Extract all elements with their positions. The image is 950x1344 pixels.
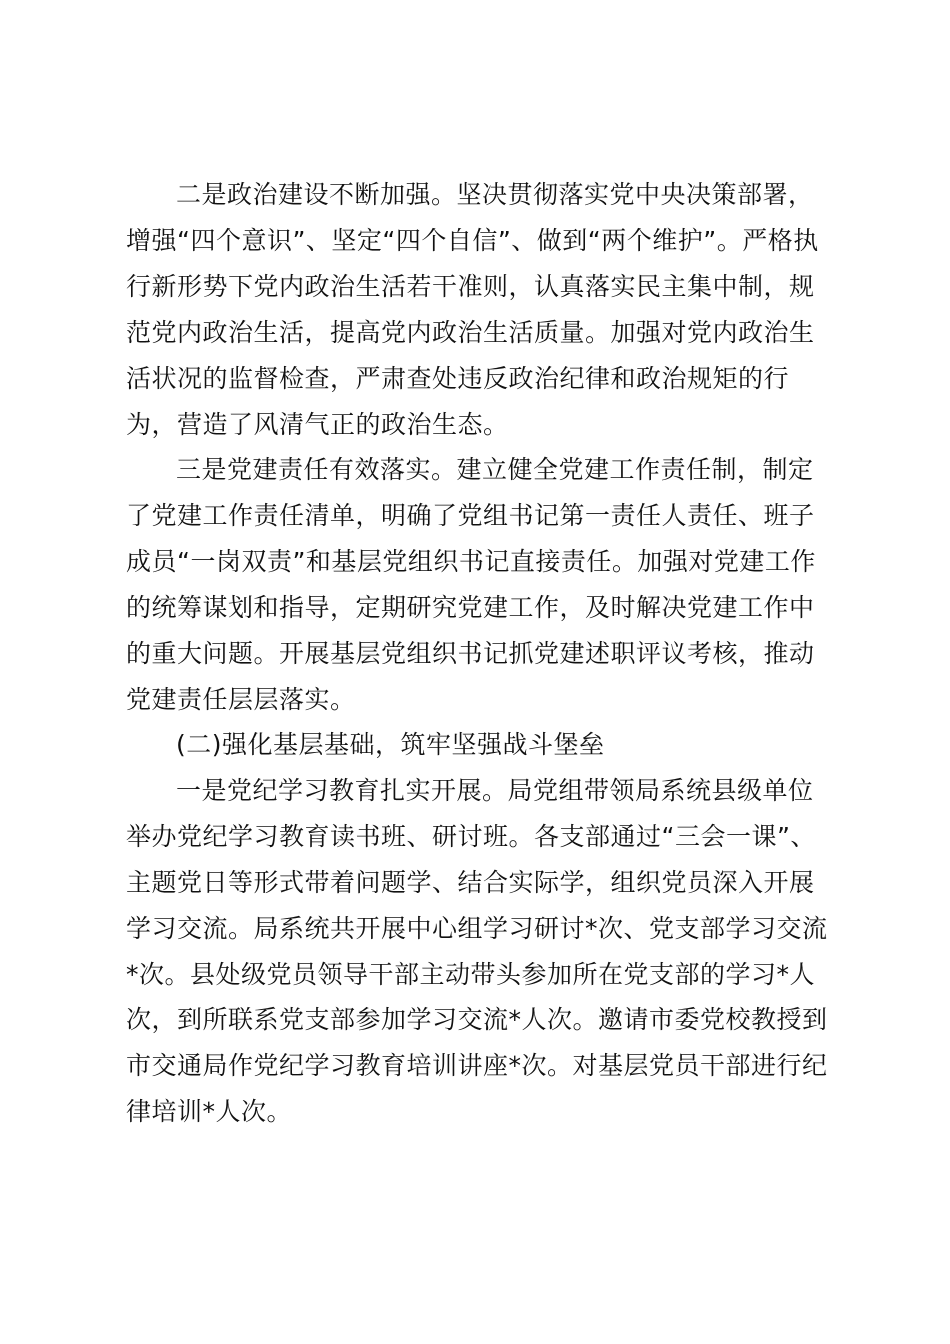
paragraph-political-construction-line-6: 为，营造了风清气正的政治生态。 (126, 410, 509, 439)
paragraph-discipline-education-line-1: 一是党纪学习教育扎实开展。局党组带领局系统县级单位 (176, 776, 814, 805)
paragraph-political-construction-line-5: 活状况的监督检查，严肃查处违反政治纪律和政治规矩的行 (126, 364, 790, 393)
paragraph-discipline-education-line-3: 主题党日等形式带着问题学、结合实际学，组织党员深入开展 (126, 868, 815, 897)
paragraph-political-construction-line-1: 二是政治建设不断加强。坚决贯彻落实党中央决策部署， (176, 180, 814, 209)
paragraph-discipline-education-line-8: 律培训*人次。 (126, 1097, 293, 1126)
paragraph-political-construction-line-2: 增强“四个意识”、坚定“四个自信”、做到“两个维护”。严格执 (126, 226, 819, 255)
paragraph-discipline-education-line-7: 市交通局作党纪学习教育培训讲座*次。对基层党员干部进行纪 (126, 1051, 828, 1080)
paragraph-party-responsibility-line-5: 的重大问题。开展基层党组织书记抓党建述职评议考核，推动 (126, 639, 815, 668)
paragraph-discipline-education-line-6: 次，到所联系党支部参加学习交流*人次。邀请市委党校教授到 (126, 1005, 828, 1034)
paragraph-party-responsibility-line-2: 了党建工作责任清单，明确了党组书记第一责任人责任、班子 (126, 501, 815, 530)
section-heading: (二)强化基层基础，筑牢坚强战斗堡垒 (176, 730, 605, 759)
paragraph-discipline-education-line-4: 学习交流。局系统共开展中心组学习研讨*次、党支部学习交流 (126, 914, 828, 943)
paragraph-discipline-education-line-2: 举办党纪学习教育读书班、研讨班。各支部通过“三会一课”、 (126, 822, 816, 851)
paragraph-party-responsibility-line-3: 成员“一岗双责”和基层党组织书记直接责任。加强对党建工作 (126, 547, 816, 576)
paragraph-political-construction-line-4: 范党内政治生活，提高党内政治生活质量。加强对党内政治生 (126, 318, 815, 347)
paragraph-discipline-education-line-5: *次。县处级党员领导干部主动带头参加所在党支部的学习*人 (126, 960, 816, 989)
paragraph-party-responsibility-line-4: 的统筹谋划和指导，定期研究党建工作，及时解决党建工作中 (126, 593, 815, 622)
paragraph-party-responsibility-line-6: 党建责任层层落实。 (126, 685, 356, 714)
paragraph-political-construction-line-3: 行新形势下党内政治生活若干准则，认真落实民主集中制，规 (126, 272, 815, 301)
paragraph-party-responsibility-line-1: 三是党建责任有效落实。建立健全党建工作责任制，制定 (176, 455, 814, 484)
